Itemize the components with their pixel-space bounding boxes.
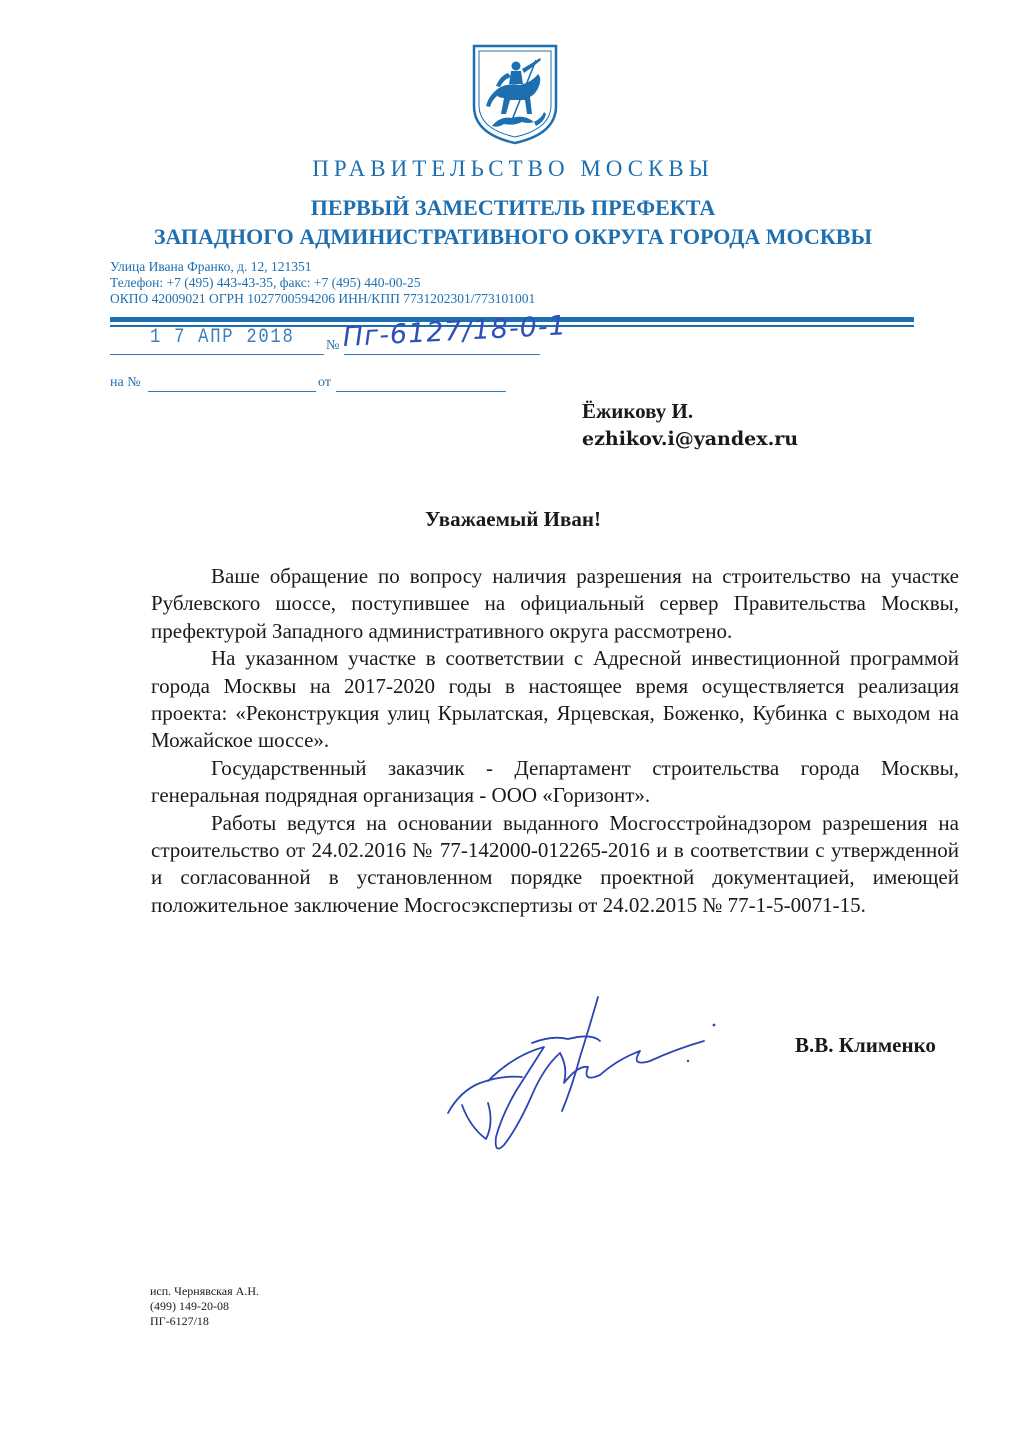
government-title: ПРАВИТЕЛЬСТВО МОСКВЫ: [312, 156, 714, 181]
reference-number-label: на №: [110, 375, 141, 390]
date-underline: [110, 354, 324, 355]
sender-codes: ОКПО 42009021 ОГРН 1027700594206 ИНН/КПП 7731202301/773101001: [110, 291, 536, 306]
executor-phone: (499) 149-20-08: [150, 1299, 229, 1313]
sender-position-line-1: ПЕРВЫЙ ЗАМЕСТИТЕЛЬ ПРЕФЕКТА: [310, 195, 716, 220]
recipient-email: ezhikov.i@yandex.ru: [582, 428, 799, 450]
handwritten-signature: [440, 995, 740, 1165]
signer-name: В.В. Клименко: [795, 1033, 936, 1057]
reference-date-label: от: [318, 375, 331, 390]
sender-position-line-2: ЗАПАДНОГО АДМИНИСТРАТИВНОГО ОКРУГА ГОРОДА МОСКВЫ: [153, 224, 873, 249]
recipient-block: [582, 397, 798, 453]
sender-phone: Телефон: +7 (495) 443-43-35, факс: +7 (495) 440-00-25: [110, 275, 421, 290]
sender-address: Улица Ивана Франко, д. 12, 121351: [110, 259, 312, 274]
number-underline: [344, 354, 540, 355]
handwritten-reg-number: Пг-6127/18-0-1: [342, 310, 568, 353]
sender-contacts: [110, 259, 535, 307]
body-paragraph: Государственный заказчик - Департамент строительства города Москвы, генеральная подрядная организация - ООО «Горизонт».: [151, 755, 959, 808]
reference-number-underline: [148, 391, 316, 392]
greeting: Уважаемый Иван!: [425, 507, 601, 531]
body-paragraph: На указанном участке в соответствии с Адресной инвестиционной программой города Москвы на 2017-2020 годы в настоящее время осуществляется реализация проекта: «Реконструкция улиц Крылатская, Ярцевская, Боженко, Кубинка с выходом на Можайское шоссе».: [151, 646, 959, 753]
executor-info: [150, 1284, 259, 1329]
recipient-name: Ёжикову И.: [582, 399, 694, 423]
reference-date-underline: [336, 391, 506, 392]
letter-body: [151, 563, 959, 919]
executor-ref: ПГ-6127/18: [150, 1314, 209, 1328]
body-paragraph: Работы ведутся на основании выданного Мосгосстройнадзором разрешения на строительство от 24.02.2016 № 77-142000-012265-2016 и в соответствии с утвержденной и согласованной в установленном порядке проектной документацией, имеющей положительное заключение Мосгосэкспертизы от 24.02.2015 № 77-1-5-0071-15.: [151, 810, 959, 917]
number-label: №: [326, 338, 340, 353]
date-stamp: 1 7 АПР 2018: [150, 326, 295, 349]
executor-name: исп. Чернявская А.Н.: [150, 1284, 259, 1298]
sender-position-title: [0, 193, 1026, 251]
moscow-coat-of-arms-icon: [470, 42, 560, 146]
body-paragraph: Ваше обращение по вопросу наличия разрешения на строительство на участке Рублевского шоссе, поступившее на официальный сервер Правительства Москвы, префектурой Западного административного округа рассмотрено.: [151, 564, 959, 643]
